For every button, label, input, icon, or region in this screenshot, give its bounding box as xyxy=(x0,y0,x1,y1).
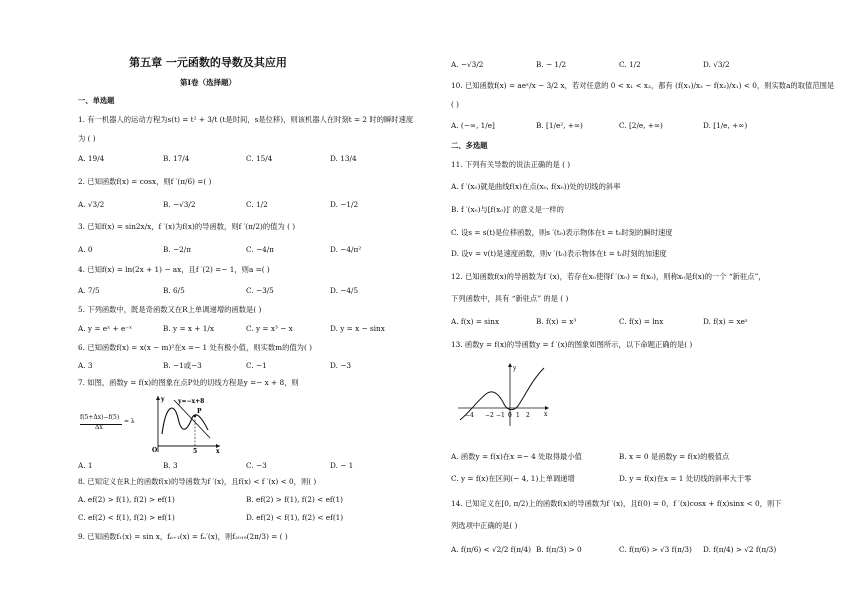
q12-option-d[interactable]: D. f(x) = xeˣ xyxy=(703,317,749,326)
q12-option-b[interactable]: B. f(x) = x³ xyxy=(536,317,577,326)
q5-option-b[interactable]: B. y = x + 1/x xyxy=(163,324,214,333)
q11-option-a[interactable]: A. f ′(x₀)就是曲线f(x)在点(x₀, f(x₀))处的切线的斜率 xyxy=(451,182,621,191)
question-7: 7. 如图，函数y = f(x)的图象在点P处的切线方程是y =− x + 8，则 xyxy=(78,378,299,387)
q12-option-a[interactable]: A. f(x) = sinx xyxy=(451,317,500,326)
question-14: 14. 已知定义在[0, π/2)上的函数f(x)的导函数为f ′(x)，且f(0) = 0，f ′(x)cosx + f(x)sinx < 0，则下 xyxy=(451,499,782,508)
q2-option-a[interactable]: A. √3/2 xyxy=(78,200,105,209)
q13-graph xyxy=(456,360,551,428)
q9-option-c[interactable]: C. 1/2 xyxy=(619,60,641,69)
q4-option-b[interactable]: B. 6/5 xyxy=(163,286,185,295)
section-multi-choice: 二、多选题 xyxy=(451,141,488,150)
q6-option-c[interactable]: C. −1 xyxy=(246,361,267,370)
q9-option-d[interactable]: D. √3/2 xyxy=(703,60,730,69)
q2-option-c[interactable]: C. 1/2 xyxy=(246,200,268,209)
page-subtitle: 第Ⅰ卷（选择题） xyxy=(179,78,236,87)
q1-option-a[interactable]: A. 19/4 xyxy=(78,154,105,163)
q10-option-b[interactable]: B. [1/e², +∞) xyxy=(536,121,583,130)
question-9: 9. 已知函数f₁(x) = sin x，fₙ₊₁(x) = fₙ′(x)，则f₂₀₁₉(2π/3) = ( ) xyxy=(78,532,288,541)
q8-option-c[interactable]: C. ef(2) < f(1), f(2) > ef(1) xyxy=(78,513,175,522)
q7-origin-label: O xyxy=(152,447,158,454)
q13-y-axis-label: y xyxy=(513,365,517,372)
q7-formula-tail: = λ xyxy=(124,418,135,425)
q10-option-d[interactable]: D. [1/e, +∞) xyxy=(703,121,748,130)
q11-option-c[interactable]: C. 设s = s(t)是位移函数，则s ′(t₀)表示物体在t = t₀时刻的瞬时速度 xyxy=(451,228,673,237)
question-4: 4. 已知f(x) = ln(2x + 1) − ax，且f ′(2) =− 1，则a =( ) xyxy=(78,265,270,274)
q14-option-b[interactable]: B. f(π/3) > 0 xyxy=(536,545,582,554)
q14-option-c[interactable]: C. f(π/6) > √3 f(π/3) xyxy=(619,545,692,554)
q4-option-c[interactable]: C. −3/5 xyxy=(246,286,274,295)
q13-option-b[interactable]: B. x = 0 是函数y = f(x)的极值点 xyxy=(619,452,730,461)
question-3: 3. 已知f(x) = sin2x/x，f ′(x)为f(x)的导函数，则f ′(π/2)的值为 ( ) xyxy=(78,222,296,231)
question-13: 13. 函数y = f(x)的导函数y = f ′(x)的图象如图所示，以下命题正确的是( ) xyxy=(451,340,693,349)
q7-formula-numerator: f(5+Δx)−f(5) xyxy=(80,414,120,421)
page-title: 第五章 一元函数的导数及其应用 xyxy=(129,56,287,69)
q8-option-b[interactable]: B. ef(2) > f(1), f(2) < ef(1) xyxy=(246,495,343,504)
q5-option-c[interactable]: C. y = x³ − x xyxy=(246,324,293,333)
question-10: 10. 已知函数f(x) = aeˣ/x − 3/2 x，若对任意的 0 < x₁ < x₂，都有 (f(x₁)/x₂ − f(x₂)/x₁) < 0，则实数a的取值范围是 xyxy=(451,81,835,90)
q7-y-axis-label: y xyxy=(161,396,165,403)
q13-tick-neg1: −1 xyxy=(496,412,505,419)
q13-option-c[interactable]: C. y = f(x)在区间(− 4, 1)上单调递增 xyxy=(451,474,575,483)
q13-tick-1: 1 xyxy=(516,412,520,419)
q8-option-a[interactable]: A. ef(2) > f(1), f(2) > ef(1) xyxy=(78,495,175,504)
q9-option-a[interactable]: A. −√3/2 xyxy=(451,60,484,69)
section-single-choice: 一、单选题 xyxy=(78,96,115,105)
q3-option-c[interactable]: C. −4/π xyxy=(246,245,274,254)
question-8: 8. 已知定义在R上的函数f(x)的导函数为f ′(x)，且f(x) < f ′(x) < 0，则( ) xyxy=(78,477,317,486)
q11-option-d[interactable]: D. 设v = v(t)是速度函数，则v ′(t₀)表示物体在t = t₀时刻的加速度 xyxy=(451,249,667,258)
question-10-cont: ( ) xyxy=(451,100,460,109)
question-2: 2. 已知函数f(x) = cosx，则f ′(π/6) =( ) xyxy=(78,177,212,186)
q5-option-a[interactable]: A. y = eˣ + e⁻ˣ xyxy=(78,324,133,333)
q3-option-d[interactable]: D. −4/π² xyxy=(330,245,362,254)
q6-option-d[interactable]: D. −3 xyxy=(330,361,351,370)
q6-option-b[interactable]: B. −1或−3 xyxy=(163,361,202,370)
q5-option-d[interactable]: D. y = x − sinx xyxy=(330,324,385,333)
question-1: 1. 有一机器人的运动方程为s(t) = t² + 3/t (t是时间，s是位移)，则该机器人在时刻t = 2 时的瞬时速度 xyxy=(78,115,414,124)
q2-option-d[interactable]: D. −1/2 xyxy=(330,200,359,209)
q7-x-axis-label: x xyxy=(216,448,220,454)
q14-option-a[interactable]: A. f(π/6) < √2/2 f(π/4) xyxy=(451,545,531,554)
q6-option-a[interactable]: A. 3 xyxy=(78,361,93,370)
q13-option-d[interactable]: D. y = f(x)在x = 1 处切线的斜率大于零 xyxy=(619,474,752,483)
q13-option-a[interactable]: A. 函数y = f(x)在x =− 4 处取得最小值 xyxy=(451,452,582,461)
question-14-cont: 列选项中正确的是( ) xyxy=(451,521,518,530)
q10-option-c[interactable]: C. [2/e, +∞) xyxy=(619,121,663,130)
question-12: 12. 已知函数f(x)的导函数为f ′(x)，若存在x₀使得f ′(x₀) = f(x₀)，则称x₀是f(x)的一个 “新驻点”， xyxy=(451,272,766,281)
q7-graph xyxy=(150,394,222,454)
q7-x-tick: 5 xyxy=(193,448,198,454)
q3-option-b[interactable]: B. −2/π xyxy=(163,245,192,254)
q4-option-a[interactable]: A. 7/5 xyxy=(78,286,100,295)
q1-option-c[interactable]: C. 15/4 xyxy=(246,154,273,163)
question-6: 6. 已知函数f(x) = x(x − m)²在x =− 1 处有极小值，则实数m的值为( ) xyxy=(78,343,312,352)
q7-option-a[interactable]: A. 1 xyxy=(78,461,93,470)
question-1-cont: 为 ( ) xyxy=(78,134,96,143)
q13-x-axis-label: x xyxy=(544,411,548,418)
q12-option-c[interactable]: C. f(x) = lnx xyxy=(619,317,664,326)
q1-option-b[interactable]: B. 17/4 xyxy=(163,154,190,163)
q13-tick-neg2: −2 xyxy=(485,412,494,419)
question-12-cont: 下列函数中，具有 “新驻点” 的是 ( ) xyxy=(451,294,569,303)
q7-tangent-label: y=−x+8 xyxy=(178,398,205,405)
q1-option-d[interactable]: D. 13/4 xyxy=(330,154,357,163)
q7-formula-denominator: Δx xyxy=(95,424,103,431)
q14-option-d[interactable]: D. f(π/4) > √2 f(π/3) xyxy=(703,545,777,554)
q8-option-d[interactable]: D. ef(2) < f(1), f(2) < ef(1) xyxy=(246,513,344,522)
q7-point-label: P xyxy=(197,408,202,415)
q7-option-c[interactable]: C. −3 xyxy=(246,461,267,470)
q3-option-a[interactable]: A. 0 xyxy=(78,245,93,254)
question-5: 5. 下列函数中，既是奇函数又在R上单调递增的函数是( ) xyxy=(78,305,262,314)
q2-option-b[interactable]: B. −√3/2 xyxy=(163,200,196,209)
q7-option-d[interactable]: D. − 1 xyxy=(330,461,354,470)
q9-option-b[interactable]: B. − 1/2 xyxy=(536,60,567,69)
question-11: 11. 下列有关导数的说法正确的是 ( ) xyxy=(451,160,571,169)
q13-tick-neg4: −4 xyxy=(465,412,474,419)
q7-option-b[interactable]: B. 3 xyxy=(163,461,178,470)
q13-tick-2: 2 xyxy=(526,412,530,419)
q10-option-a[interactable]: A. (−∞, 1/e] xyxy=(451,121,495,130)
q4-option-d[interactable]: D. −4/5 xyxy=(330,286,359,295)
q13-tick-0: 0 xyxy=(508,412,512,419)
q11-option-b[interactable]: B. f ′(x₀)与[f(x₀)]′ 的意义是一样的 xyxy=(451,205,564,214)
